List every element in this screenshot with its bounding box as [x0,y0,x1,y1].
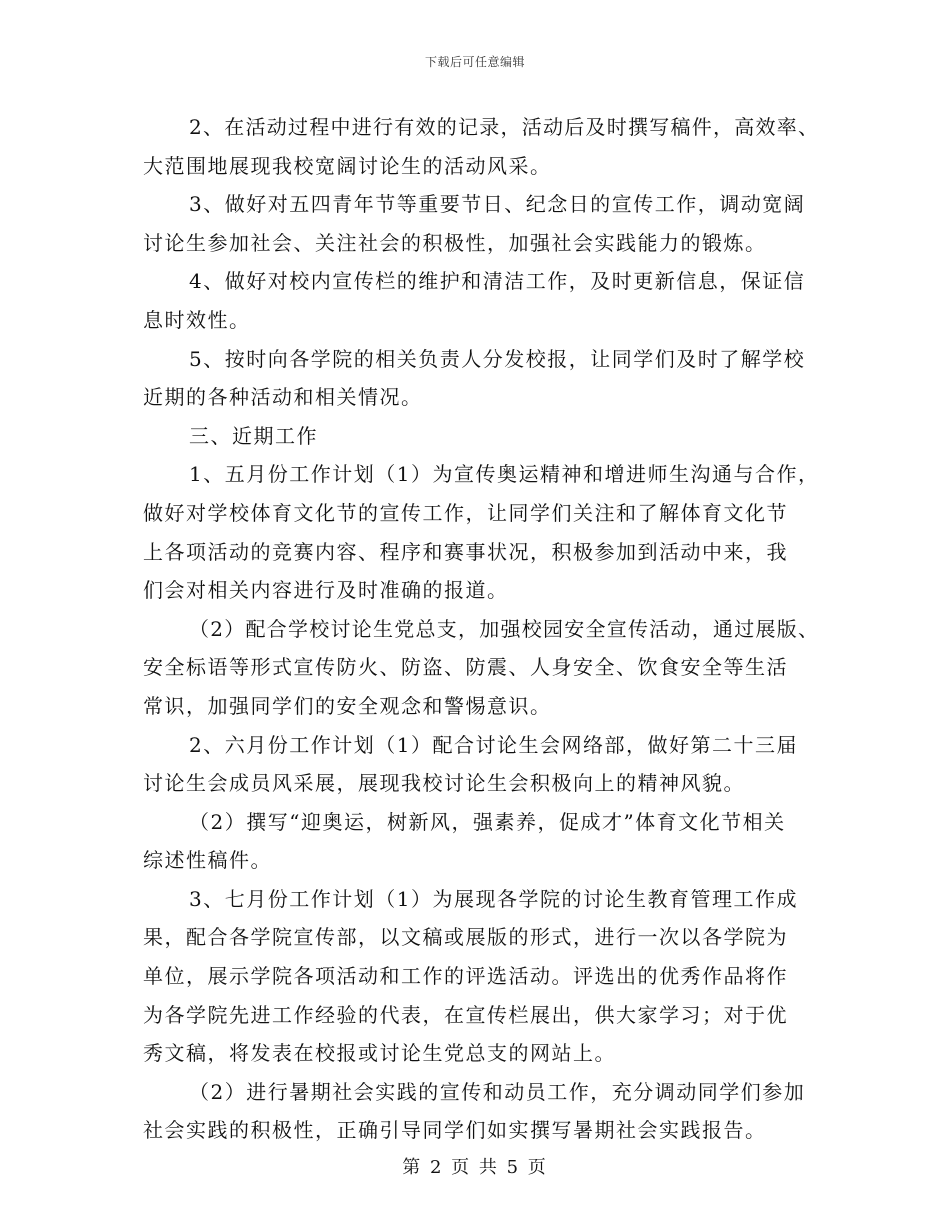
paragraph-line: 综述性稿件。 [143,848,272,873]
page-number: 第 2 页 共 5 页 [402,1157,548,1178]
paragraph-line: 2、在活动过程中进行有效的记录，活动后及时撰写稿件，高效率、 [189,115,820,139]
paragraph-line: 讨论生会成员风采展，展现我校讨论生会积极向上的精神风貌。 [143,771,745,796]
paragraph-line: 2、六月份工作计划（1）配合讨论生会网络部，做好第二十三届 [189,732,798,757]
paragraph-line: 秀文稿，将发表在校报或讨论生党总支的网站上。 [143,1041,616,1066]
page-header: 下载后可任意编辑 [424,55,525,69]
paragraph-line: 讨论生参加社会、关注社会的积极性，加强社会实践能力的锻炼。 [143,230,767,255]
paragraph-line: 息时效性。 [143,307,251,332]
paragraph-line: （2）配合学校讨论生党总支，加强校园安全宣传活动，通过展版、 [189,616,820,641]
paragraph-line: 大范围地展现我校宽阔讨论生的活动风采。 [143,153,552,178]
paragraph-line: 单位，展示学院各项活动和工作的评选活动。评选出的优秀作品将作 [143,964,788,989]
paragraph-line: 5、按时向各学院的相关负责人分发校报，让同学们及时了解学校 [189,346,806,371]
paragraph-line: 们会对相关内容进行及时准确的报道。 [143,578,509,603]
document-body [143,108,823,1150]
paragraph-line: 社会实践的积极性，正确引导同学们如实撰写暑期社会实践报告。 [143,1118,767,1143]
paragraph-line: 3、七月份工作计划（1）为展现各学院的讨论生教育管理工作成 [189,886,798,911]
paragraph-line: 1、五月份工作计划（1）为宣传奥运精神和增进师生沟通与合作， [189,462,820,487]
paragraph-line: 上各项活动的竞赛内容、程序和赛事状况，积极参加到活动中来，我 [143,539,788,564]
paragraph-line: 近期的各种活动和相关情况。 [143,385,423,410]
paragraph-line: 3、做好对五四青年节等重要节日、纪念日的宣传工作，调动宽阔 [189,192,806,217]
paragraph-line: 做好对学校体育文化节的宣传工作，让同学们关注和了解体育文化节 [143,500,788,525]
paragraph-line: 安全标语等形式宣传防火、防盗、防震、人身安全、饮食安全等生活 [143,655,788,680]
paragraph-line: 果，配合各学院宣传部，以文稿或展版的形式，进行一次以各学院为 [143,925,788,950]
paragraph-line: 常识，加强同学们的安全观念和警惕意识。 [143,693,552,718]
paragraph-line: （2）进行暑期社会实践的宣传和动员工作，充分调动同学们参加 [189,1079,806,1104]
paragraph-line: 为各学院先进工作经验的代表，在宣传栏展出，供大家学习；对于优 [143,1002,788,1027]
paragraph-line: 4、做好对校内宣传栏的维护和清洁工作，及时更新信息，保证信 [189,269,806,294]
paragraph-line: （2）撰写“迎奥运，树新风，强素养，促成才”体育文化节相关 [189,809,786,834]
paragraph-line: 三、近期工作 [189,423,318,448]
